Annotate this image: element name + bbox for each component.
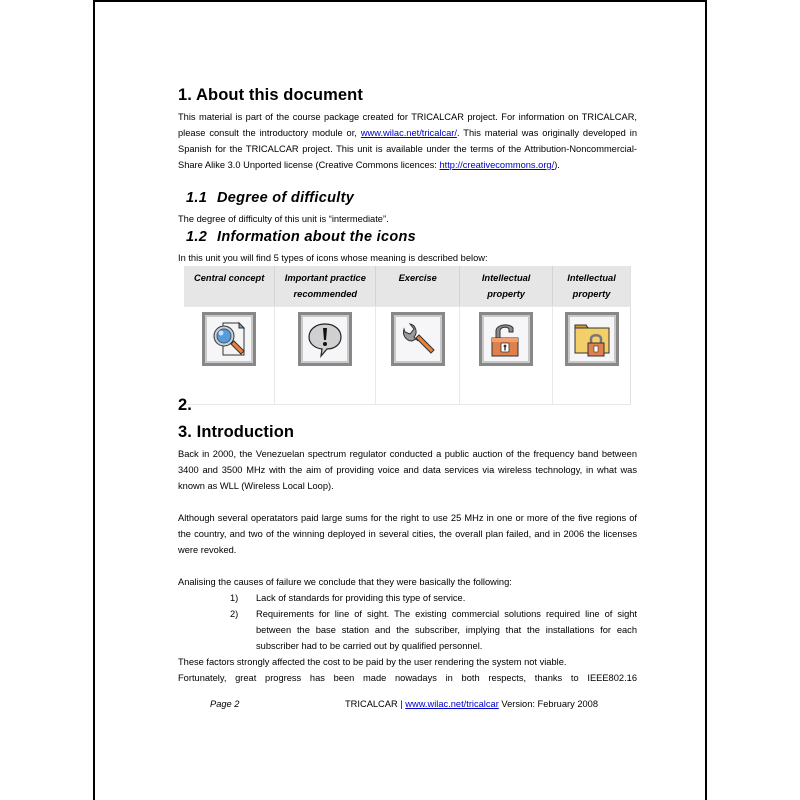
tricalcar-link[interactable]: www.wilac.net/tricalcar/ — [360, 128, 457, 138]
magnifier-document-icon — [202, 312, 256, 366]
about-text-2: . This material was originally developed in Spanish for the TRICALCAR project. This unit is available under the terms of the Attribution-Noncommercial-Share Alike 3.0 Unported license (Creative Commons licences: — [178, 128, 637, 170]
list-item-number: 1) — [230, 593, 239, 603]
heading-title: Degree of difficulty — [217, 190, 355, 206]
locked-folder-icon — [565, 312, 619, 366]
header-exercise: Exercise — [376, 266, 460, 307]
list-item-text: Requirements for line of sight. The existing commercial solutions required line of sight between the base station and the subscriber, implying that the installations for each subscriber had to be carried out by qualified personnel. — [256, 609, 637, 651]
heading-title: Information about the icons — [217, 229, 417, 245]
heading-information-about-icons — [186, 229, 416, 245]
heading-number: 1.2 — [186, 229, 208, 245]
icons-intro-text: In this unit you will find 5 types of icons whose meaning is described below: — [178, 253, 488, 263]
footer-link[interactable]: www.wilac.net/tricalcar — [405, 699, 499, 709]
open-padlock-icon — [479, 312, 533, 366]
footer-info — [345, 699, 598, 709]
heading-section-2: 2. — [178, 396, 192, 414]
intro-paragraph-1: Back in 2000, the Venezuelan spectrum regulator conducted a public auction of the frequency band between 3400 and 3500 MHz with the aim of providing voice and data services via wireless technology, in what was known as WLL (Wireless Local Loop). — [178, 449, 637, 491]
icons-table-header-row — [184, 266, 631, 307]
cell-important-practice — [275, 307, 376, 405]
header-intellectual-property-2: Intellectual property — [553, 266, 631, 307]
footer-version: Version: February 2008 — [498, 699, 599, 709]
heading-degree-of-difficulty — [186, 190, 354, 206]
heading-about-this-document: 1. About this document — [178, 86, 363, 104]
heading-number: 1.1 — [186, 190, 208, 206]
icons-table — [184, 266, 631, 405]
difficulty-text: The degree of difficulty of this unit is “intermediate”. — [178, 214, 389, 224]
wrench-icon — [391, 312, 445, 366]
intro-paragraph-2: Although several operatators paid large sums for the right to use 25 MHz in one or more of the five regions of the country, and two of the winning deployed in several cities, the overall plan failed, and in 2006 the licenses were revoked. — [178, 513, 637, 555]
header-important-practice: Important practice recommended — [275, 266, 376, 307]
about-text-1: This material is part of the course package created for TRICALCAR project. For information on TRICALCAR, please consult the introductory module or, — [178, 112, 637, 138]
cell-intellectual-property-2 — [553, 307, 631, 405]
cell-central-concept — [184, 307, 275, 405]
about-text-3: ). — [554, 160, 560, 170]
intro-paragraph-5: Fortunately, great progress has been made nowadays in both respects, thanks to IEEE802.16 — [178, 673, 637, 683]
intro-paragraph-4: These factors strongly affected the cost to be paid by the user rendering the system not viable. — [178, 657, 567, 667]
creativecommons-link[interactable]: http://creativecommons.org/ — [439, 160, 555, 170]
footer-brand: TRICALCAR | — [345, 699, 406, 709]
page-number: Page 2 — [210, 699, 240, 709]
heading-introduction: 3. Introduction — [178, 423, 295, 441]
speech-bubble-exclamation-icon — [298, 312, 352, 366]
intro-paragraph-3: Analising the causes of failure we conclude that they were basically the following: — [178, 577, 512, 587]
cell-intellectual-property — [460, 307, 553, 405]
header-central-concept: Central concept — [184, 266, 275, 307]
cell-exercise — [376, 307, 460, 405]
about-paragraph — [178, 109, 637, 173]
icons-table-icon-row — [184, 307, 631, 405]
list-item-text: Lack of standards for providing this type of service. — [256, 593, 466, 603]
header-intellectual-property: Intellectual property — [460, 266, 553, 307]
list-item-number: 2) — [230, 609, 239, 619]
